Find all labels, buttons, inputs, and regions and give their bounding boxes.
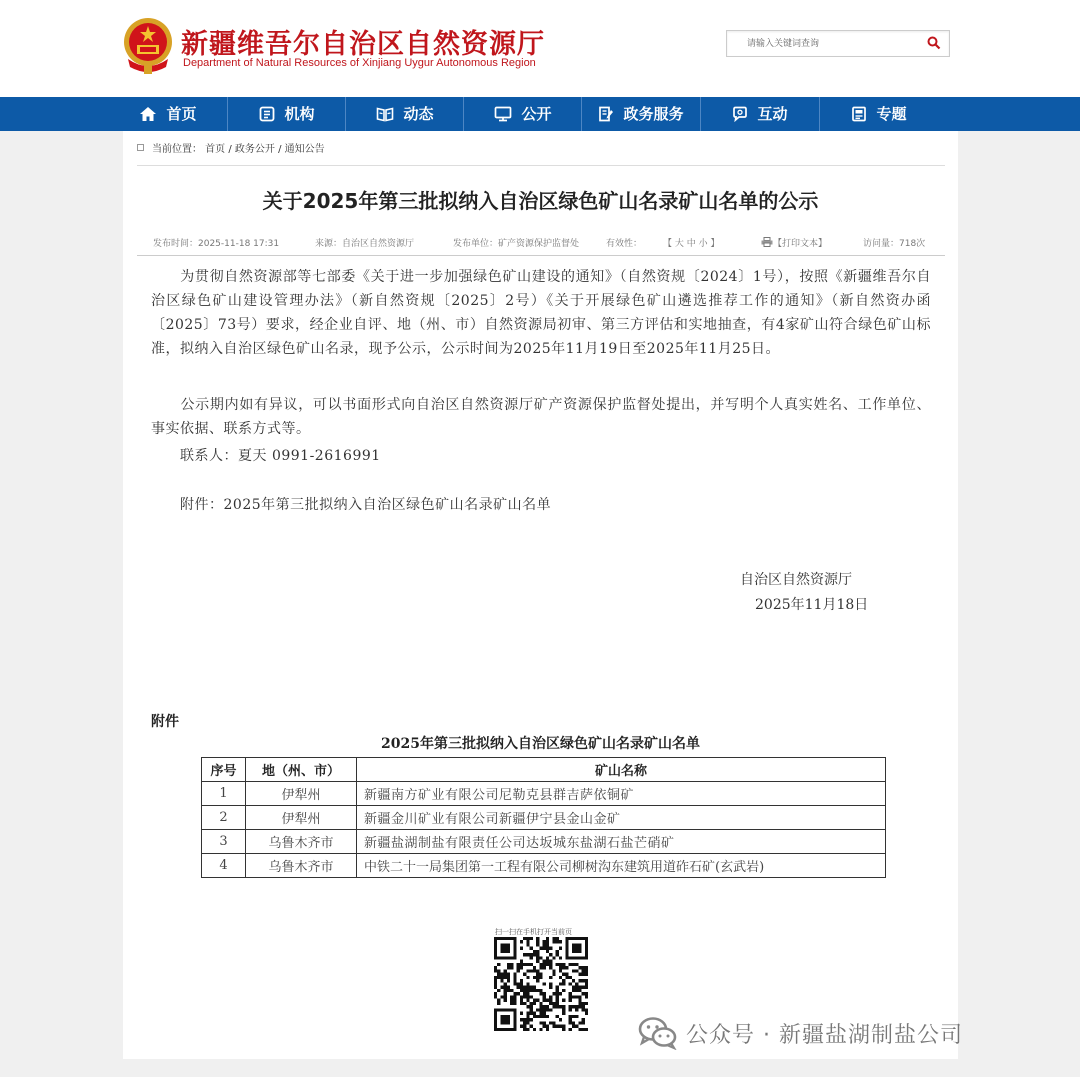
table-row	[202, 782, 886, 806]
contact-line: 联系人：夏天 0991-2616991	[151, 448, 381, 464]
site-title[interactable]: 新疆维吾尔自治区自然资源厅	[181, 29, 545, 60]
body-paragraph: 公示期内如有异议，可以书面形式向自治区自然资源厅矿产资源保护监督处提出，并写明个人真实姓名、工作单位、事实依据、联系方式等。	[151, 397, 931, 437]
mine-name-cell: 新疆盐湖制盐有限责任公司达坂城东盐湖石盐芒硝矿	[357, 830, 886, 854]
row-number: 2	[202, 806, 246, 830]
site-header	[0, 0, 1080, 97]
home-icon	[139, 106, 157, 122]
region-cell: 伊犁州	[246, 806, 357, 830]
page-title: 关于2025年第三批拟纳入自治区绿色矿山名录矿山名单的公示	[262, 189, 819, 213]
search-input[interactable]	[745, 35, 919, 53]
table-header-row	[202, 758, 886, 782]
wechat-icon	[638, 1016, 678, 1050]
mine-list-table	[201, 757, 886, 878]
search-icon[interactable]	[927, 36, 941, 50]
org-icon	[259, 106, 275, 122]
national-emblem-icon	[122, 17, 174, 75]
region-cell: 乌鲁木齐市	[246, 854, 357, 878]
table-title: 2025年第三批拟纳入自治区绿色矿山名录矿山名单	[381, 736, 700, 752]
nav-label: 专题	[876, 105, 907, 123]
region-cell: 伊犁州	[246, 782, 357, 806]
signature-date: 2025年11月18日	[755, 597, 869, 613]
qr-caption: 扫一扫在手机打开当前页	[495, 928, 572, 936]
nav-item-services[interactable]	[582, 97, 700, 131]
nav-item-home[interactable]	[109, 97, 227, 131]
divider	[137, 255, 945, 256]
nav-item-news[interactable]	[346, 97, 464, 131]
region-cell: 乌鲁木齐市	[246, 830, 357, 854]
column-header: 地（州、市）	[246, 758, 357, 782]
nav-label: 机构	[284, 105, 315, 123]
row-number: 4	[202, 854, 246, 878]
breadcrumb	[137, 140, 325, 155]
qr-code-icon[interactable]	[494, 937, 588, 1031]
publish-time: 发布时间：2025-11-18 17:31	[153, 239, 280, 249]
mine-name-cell: 新疆南方矿业有限公司尼勒克县群吉萨依铜矿	[357, 782, 886, 806]
table-row	[202, 806, 886, 830]
print-button[interactable]	[761, 236, 827, 249]
nav-label: 首页	[166, 105, 197, 123]
mine-name-cell: 新疆金川矿业有限公司新疆伊宁县金山金矿	[357, 806, 886, 830]
nav-label: 动态	[403, 105, 434, 123]
article-container	[123, 131, 958, 1059]
nav-item-public[interactable]	[464, 97, 582, 131]
nav-item-interact[interactable]	[701, 97, 819, 131]
main-nav	[0, 97, 1080, 131]
attachment-label: 附件	[151, 714, 179, 730]
nav-label: 公开	[521, 105, 552, 123]
view-count: 访问量：718次	[863, 239, 926, 249]
topic-icon	[851, 106, 867, 122]
row-number: 3	[202, 830, 246, 854]
monitor-icon	[494, 106, 512, 122]
source: 来源：自治区自然资源厅	[315, 239, 415, 249]
print-label: 【打印文本】	[773, 239, 828, 249]
breadcrumb-text[interactable]: 当前位置： 首页 / 政务公开 / 通知公告	[152, 144, 325, 155]
body-paragraph: 为贯彻自然资源部等七部委《关于进一步加强绿色矿山建设的通知》（自然资规〔2024〕1号），按照《新疆维吾尔自治区绿色矿山建设管理办法》（新自然资规〔2025〕2号）《关于开展绿色矿山遴选推荐工作的通知》（新自然资办函〔2025〕73号）要求，经企业自评、地（州、市）自然资源局初审、第三方评估和实地抽查，有4家矿山符合绿色矿山标准，拟纳入自治区绿色矿山名录，现予公示，公示时间为2025年11月19日至2025年11月25日。	[151, 269, 931, 357]
book-icon	[376, 106, 394, 122]
nav-item-org[interactable]	[228, 97, 346, 131]
signature-org: 自治区自然资源厅	[740, 572, 852, 588]
column-header: 序号	[202, 758, 246, 782]
site-subtitle: Department of Natural Resources of Xinjiang Uygur Autonomous Region	[183, 57, 536, 69]
font-size-switch[interactable]: 【 大 中 小 】	[663, 239, 720, 249]
validity: 有效性：	[606, 239, 643, 249]
table-row	[202, 830, 886, 854]
search-box	[726, 30, 950, 57]
publisher: 发布单位：矿产资源保护监督处	[453, 239, 580, 249]
nav-label: 互动	[757, 105, 788, 123]
breadcrumb-bullet-icon	[137, 144, 144, 151]
column-header: 矿山名称	[357, 758, 886, 782]
chat-icon	[732, 106, 748, 122]
nav-label: 政务服务	[623, 105, 684, 123]
attachment-link[interactable]: 附件：2025年第三批拟纳入自治区绿色矿山名录矿山名单	[151, 497, 552, 513]
row-number: 1	[202, 782, 246, 806]
form-icon	[598, 106, 614, 122]
mine-name-cell: 中铁二十一局集团第一工程有限公司柳树沟东建筑用道砟石矿(玄武岩)	[357, 854, 886, 878]
printer-icon	[761, 237, 773, 247]
nav-item-topics[interactable]	[820, 97, 938, 131]
divider	[137, 165, 945, 166]
table-row	[202, 854, 886, 878]
watermark-text: 公众号 · 新疆盐湖制盐公司	[686, 1023, 963, 1048]
